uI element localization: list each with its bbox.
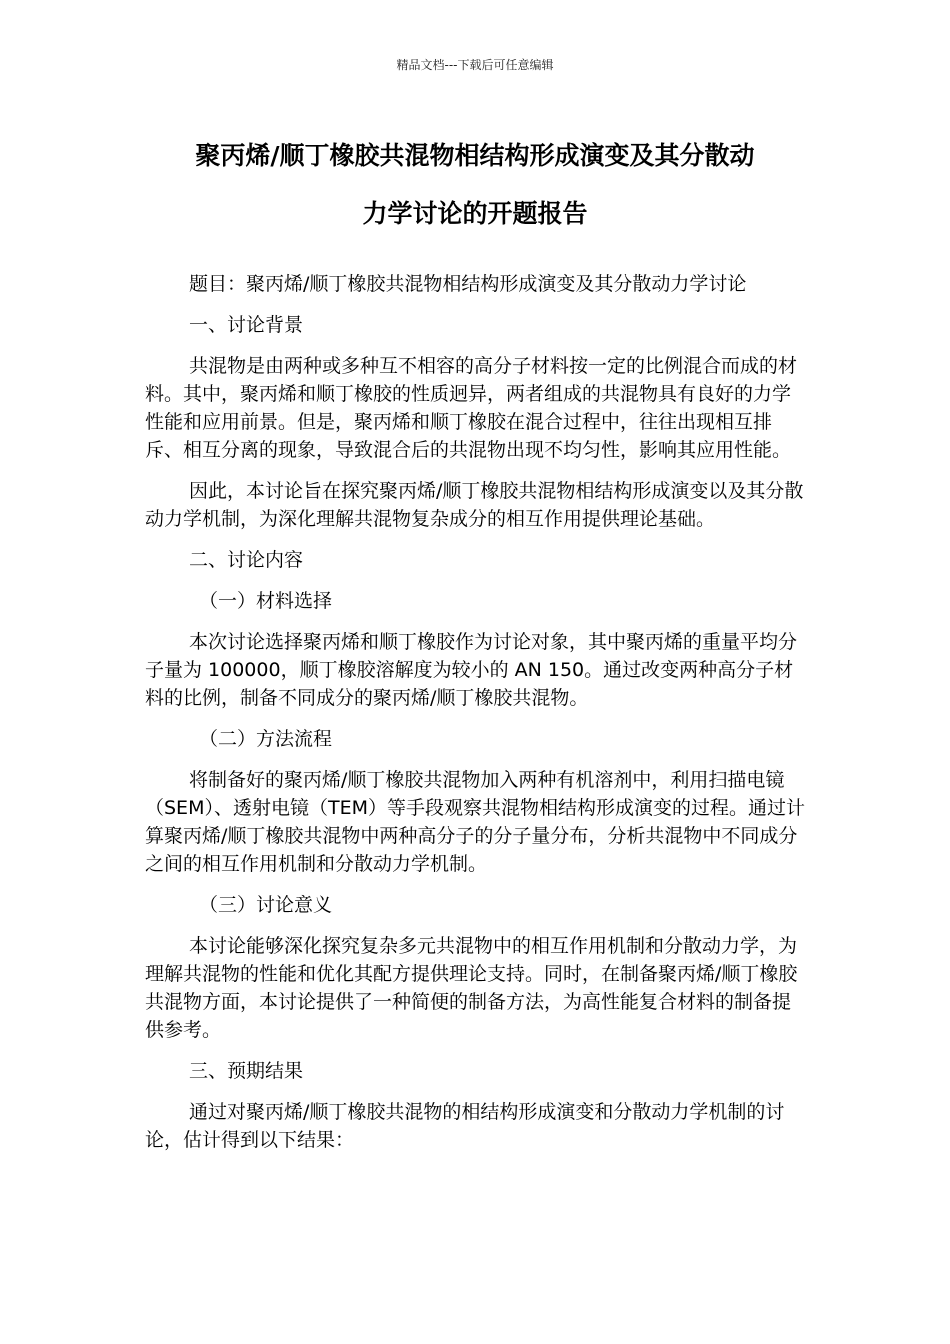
subsection-heading-method: （二）方法流程 xyxy=(199,728,333,750)
subsection-heading-significance: （三）讨论意义 xyxy=(199,894,333,916)
body-paragraph: 本次讨论选择聚丙烯和顺丁橡胶作为讨论对象，其中聚丙烯的重量平均分子量为 100000，顺丁橡胶溶解度为较小的 AN 150。通过改变两种高分子材料的比例，制备不同成分的聚丙烯/顺丁橡胶共混物。 xyxy=(145,631,798,709)
body-paragraph: 本讨论能够深化探究复杂多元共混物中的相互作用机制和分散动力学，为理解共混物的性能和优化其配方提供理论支持。同时，在制备聚丙烯/顺丁橡胶共混物方面，本讨论提供了一种简便的制备方法，为高性能复合材料的制备提供参考。 xyxy=(145,935,798,1041)
section-heading-expected-results: 三、预期结果 xyxy=(189,1060,304,1082)
body-paragraph: 通过对聚丙烯/顺丁橡胶共混物的相结构形成演变和分散动力学机制的讨论，估计得到以下结果： xyxy=(145,1101,785,1151)
document-title-line-2: 力学讨论的开题报告 xyxy=(362,199,588,228)
body-paragraph: 共混物是由两种或多种互不相容的高分子材料按一定的比例混合而成的材料。其中，聚丙烯和顺丁橡胶的性质迥异，两者组成的共混物具有良好的力学性能和应用前景。但是，聚丙烯和顺丁橡胶在混合过程中，往往出现相互排斥、相互分离的现象，导致混合后的共混物出现不均匀性，影响其应用性能。 xyxy=(145,355,798,461)
subsection-heading-materials: （一）材料选择 xyxy=(199,590,333,612)
topic-line: 题目：聚丙烯/顺丁橡胶共混物相结构形成演变及其分散动力学讨论 xyxy=(189,273,747,295)
section-heading-content: 二、讨论内容 xyxy=(189,549,304,571)
body-paragraph: 将制备好的聚丙烯/顺丁橡胶共混物加入两种有机溶剂中，利用扫描电镜（SEM）、透射电镜（TEM）等手段观察共混物相结构形成演变的过程。通过计算聚丙烯/顺丁橡胶共混物中两种高分子的分子量分布，分析共混物中不同成分之间的相互作用机制和分散动力学机制。 xyxy=(145,769,805,875)
document-body xyxy=(145,270,807,1154)
section-heading-background: 一、讨论背景 xyxy=(189,314,304,336)
header-note: 精品文档---下载后可任意编辑 xyxy=(396,58,554,72)
document-title-line-1: 聚丙烯/顺丁橡胶共混物相结构形成演变及其分散动 xyxy=(195,141,755,170)
body-paragraph: 因此，本讨论旨在探究聚丙烯/顺丁橡胶共混物相结构形成演变以及其分散动力学机制，为深化理解共混物复杂成分的相互作用提供理论基础。 xyxy=(145,480,804,530)
